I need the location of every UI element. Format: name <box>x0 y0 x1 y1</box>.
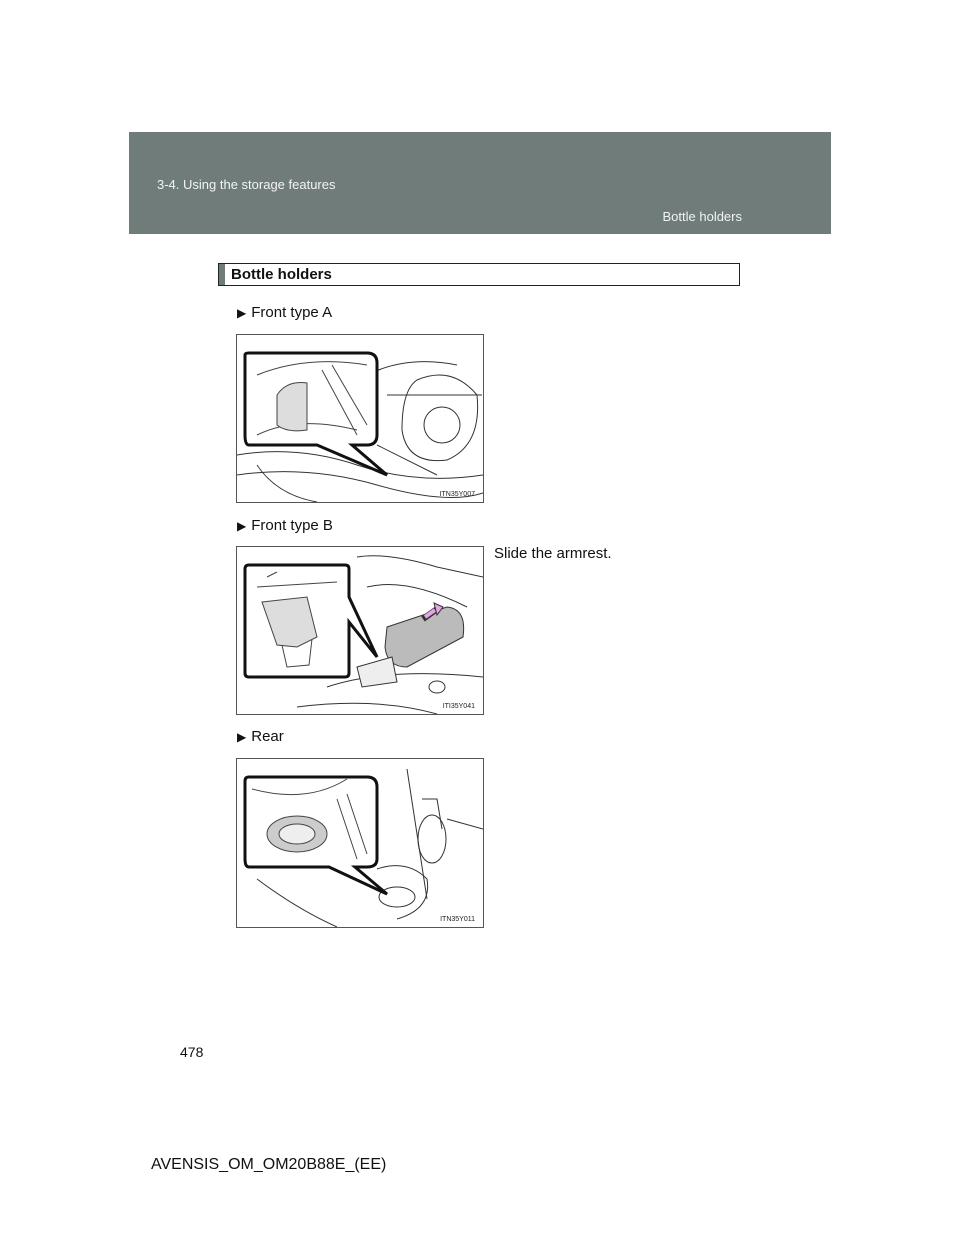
section-heading-accent <box>219 264 225 285</box>
section-heading-box <box>218 263 740 286</box>
topic-title-header: Bottle holders <box>662 209 742 224</box>
figure-front-type-b <box>236 546 484 715</box>
figure-code: ITN35Y011 <box>440 916 475 923</box>
figure-front-type-a <box>236 334 484 503</box>
section-heading: Bottle holders <box>231 266 332 283</box>
triangle-right-icon: ▶ <box>237 306 247 320</box>
front-console-illustration <box>237 335 483 502</box>
page-number: 478 <box>180 1044 204 1060</box>
figure-rear <box>236 758 484 928</box>
item-rear <box>237 728 284 745</box>
instruction-text: Slide the armrest. <box>494 545 612 562</box>
item-label: Front type B <box>251 517 333 534</box>
item-label: Rear <box>251 728 284 745</box>
item-label: Front type A <box>251 304 333 321</box>
triangle-right-icon: ▶ <box>237 730 247 744</box>
figure-code: ITI35Y041 <box>442 703 475 710</box>
section-title-header: 3-4. Using the storage features <box>157 177 336 192</box>
armrest-illustration <box>237 547 483 714</box>
item-front-type-a <box>237 304 332 321</box>
triangle-right-icon: ▶ <box>237 519 247 533</box>
header-bar <box>129 132 831 234</box>
document-footer: AVENSIS_OM_OM20B88E_(EE) <box>151 1156 387 1173</box>
rear-console-illustration <box>237 759 483 927</box>
figure-code: ITN35Y007 <box>439 491 475 498</box>
item-front-type-b <box>237 517 333 534</box>
